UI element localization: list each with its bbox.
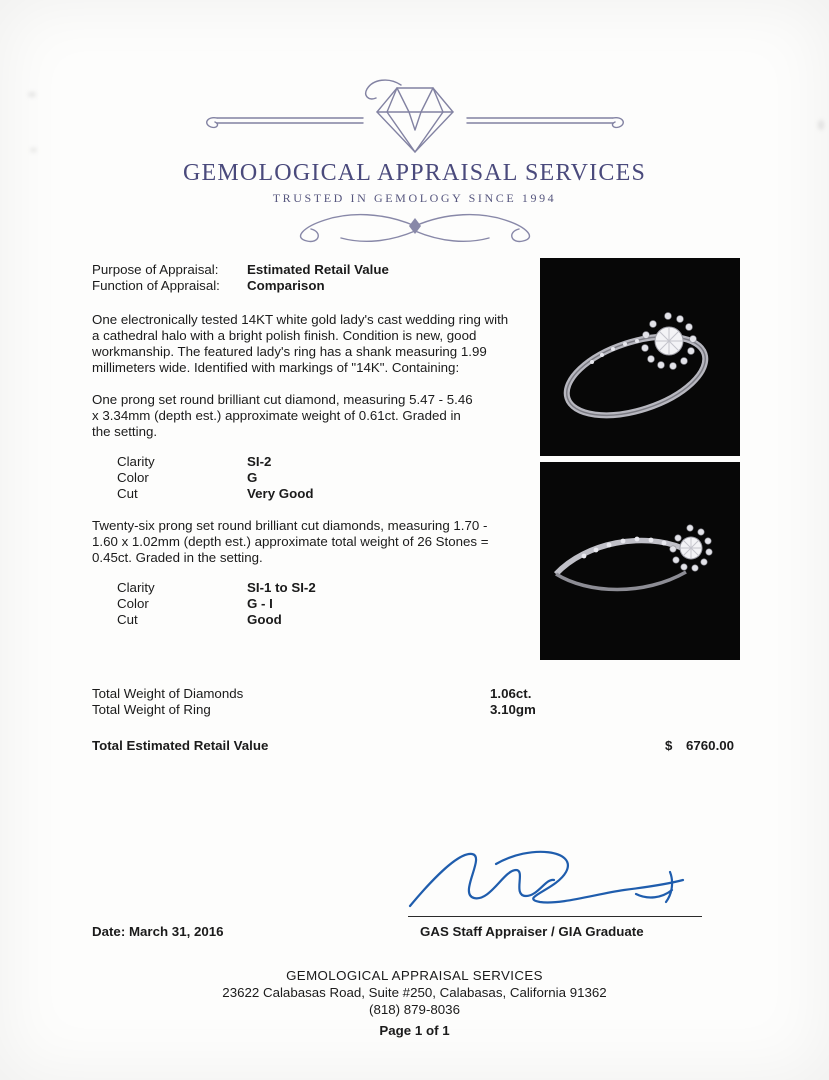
footer-company-name: GEMOLOGICAL APPRAISAL SERVICES (286, 968, 543, 983)
cut-label: Cut (117, 486, 138, 501)
cut-value: Very Good (247, 486, 314, 501)
clarity-label: Clarity (117, 454, 155, 469)
totals-section (92, 686, 742, 754)
page-number: Page 1 of 1 (379, 1023, 450, 1038)
purpose-label: Purpose of Appraisal: (92, 262, 219, 277)
grade-row (117, 596, 542, 612)
clarity-label: Clarity (117, 580, 155, 595)
grade-row (117, 580, 542, 596)
ring-description: One electronically tested 14KT white gold lady's cast wedding ring with a cathedral halo with a bright polish finish. Condition is new, good workmanship. The featured lady's ring has a shank measuring 1.99 millimeters wide. Identified with markings of "14K". Containing: (92, 312, 509, 375)
center-stone-description: One prong set round brilliant cut diamond, measuring 5.47 - 5.46 x 3.34mm (depth est.) approximate weight of 0.61ct. Graded in the setting. (92, 392, 473, 439)
color-label: Color (117, 470, 149, 485)
total-ring-value: 3.10gm (490, 702, 536, 717)
retail-value-row (92, 738, 742, 754)
purpose-value: Estimated Retail Value (247, 262, 389, 277)
grade-row (117, 470, 542, 486)
cut-label: Cut (117, 612, 138, 627)
cut-value: Good (247, 612, 282, 627)
appraiser-title: GAS Staff Appraiser / GIA Graduate (420, 924, 644, 939)
footer-address: 23622 Calabasas Road, Suite #250, Calabasas, California 91362 (222, 985, 607, 1000)
appraisal-body (92, 262, 542, 628)
color-label: Color (117, 596, 149, 611)
ring-photo-side (540, 462, 740, 660)
color-value: G (247, 470, 258, 485)
clarity-value: SI-2 (247, 454, 272, 469)
retail-value-amount: 6760.00 (686, 738, 735, 753)
company-title: GEMOLOGICAL APPRAISAL SERVICES (182, 160, 646, 186)
total-diamonds-row (92, 686, 742, 702)
color-value: G - I (247, 596, 273, 611)
grade-row (117, 454, 542, 470)
total-ring-label: Total Weight of Ring (92, 702, 211, 717)
signature-image (400, 842, 700, 920)
halo-head (670, 525, 712, 571)
diamond-logo-icon (195, 78, 635, 158)
center-stone-grades (92, 454, 542, 502)
function-row (92, 278, 542, 294)
side-stones-grades (92, 580, 542, 628)
purpose-row (92, 262, 542, 278)
currency-symbol: $ (665, 738, 673, 753)
company-tagline: TRUSTED IN GEMOLOGY SINCE 1994 (272, 191, 557, 205)
letterhead (0, 78, 829, 248)
flourish-ornament-icon (265, 210, 565, 248)
footer-phone: (818) 879-8036 (369, 1002, 460, 1017)
footer (0, 967, 829, 1039)
side-stones-description: Twenty-six prong set round brilliant cut diamonds, measuring 1.70 - 1.60 x 1.02mm (depth est.) approximate total weight of 26 Stones = 0.45ct. Graded in the setting. (92, 518, 489, 565)
grade-row (117, 486, 542, 502)
clarity-value: SI-1 to SI-2 (247, 580, 316, 595)
total-diamonds-label: Total Weight of Diamonds (92, 686, 244, 701)
retail-value-label: Total Estimated Retail Value (92, 738, 269, 753)
grade-row (117, 612, 542, 628)
function-label: Function of Appraisal: (92, 278, 220, 293)
ring-photo-top (540, 258, 740, 456)
function-value: Comparison (247, 278, 325, 293)
signature-line (408, 916, 702, 917)
date-label: Date: March 31, 2016 (92, 924, 224, 939)
total-ring-row (92, 702, 742, 718)
total-diamonds-value: 1.06ct. (490, 686, 532, 701)
